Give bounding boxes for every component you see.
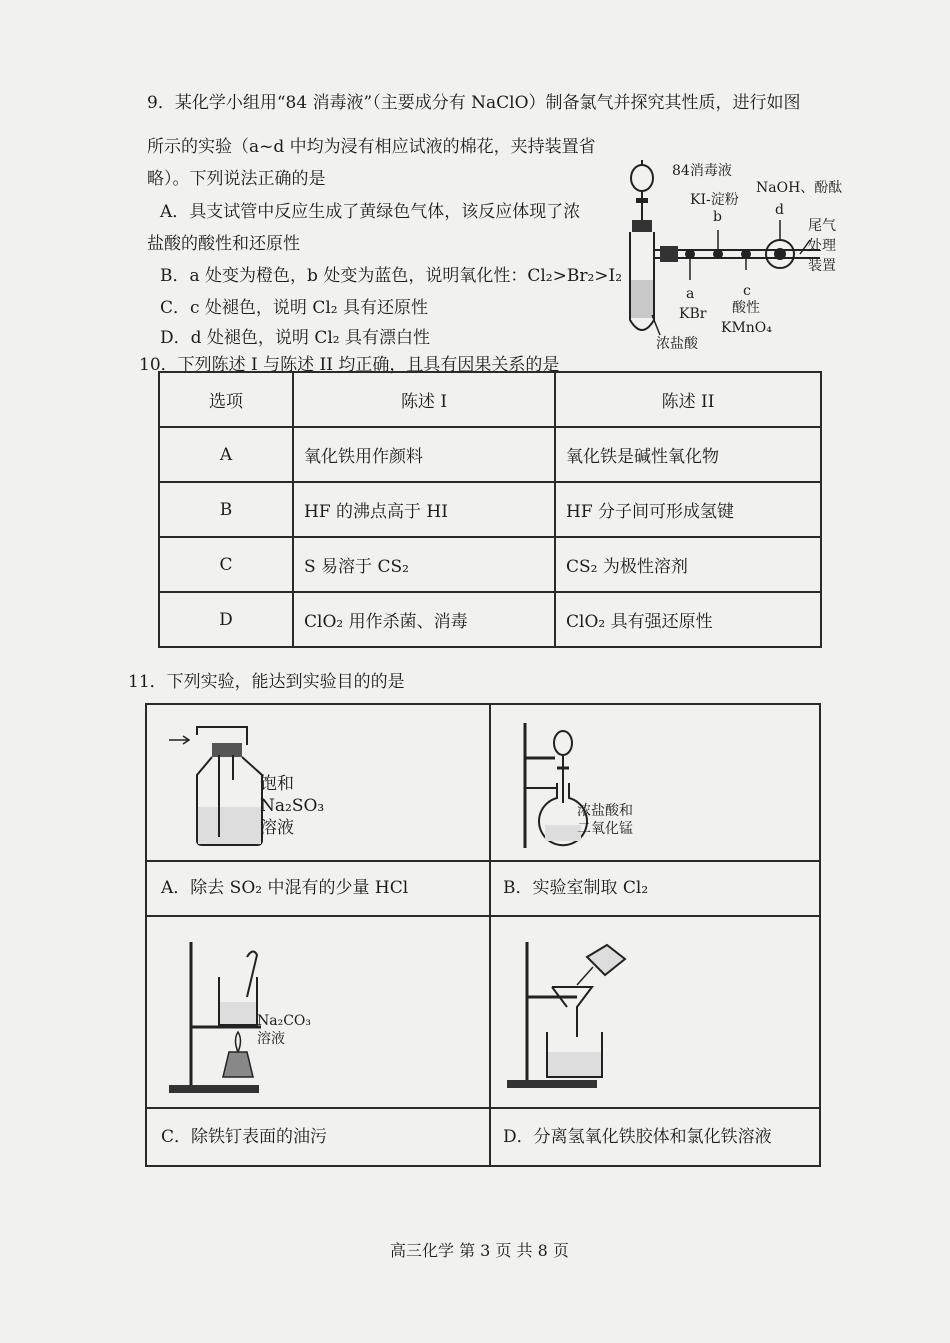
header-statement-1: 陈述 I	[293, 372, 555, 427]
row-a-statement-2: 氧化铁是碱性氧化物	[555, 427, 821, 482]
label-kbr: KBr	[679, 306, 707, 322]
cell-b-label: B．实验室制取 Cl₂	[503, 878, 649, 898]
row-d-statement-2: ClO₂ 具有强还原性	[555, 592, 821, 647]
label-c: c	[743, 283, 751, 299]
q9-option-a-line1: A．具支试管中反应生成了黄绿色气体，该反应体现了浓	[160, 202, 581, 222]
label-tail-gas-3: 装置	[808, 258, 836, 274]
label-d: d	[775, 202, 784, 218]
label-84-solution: 84消毒液	[672, 163, 732, 179]
label-naoh-phenolphthalein: NaOH、酚酞	[756, 180, 843, 196]
row-b-statement-1: HF 的沸点高于 HI	[293, 482, 555, 537]
row-d-option: D	[159, 592, 293, 647]
cell-a-label: A．除去 SO₂ 中混有的少量 HCl	[161, 878, 409, 898]
q11-options-grid	[145, 703, 821, 1167]
table-row	[159, 482, 821, 537]
row-c-statement-2: CS₂ 为极性溶剂	[555, 537, 821, 592]
grid-divider	[147, 1107, 819, 1109]
table-row	[159, 427, 821, 482]
row-a-statement-1: 氧化铁用作颜料	[293, 427, 555, 482]
q9-stem-line2: 所示的实验（a~d 中均为浸有相应试液的棉花，夹持装置省	[147, 137, 596, 157]
q11-stem: 11．下列实验，能达到实验目的的是	[128, 672, 405, 692]
cell-a-fig-label-2: Na₂SO₃	[260, 796, 325, 816]
grid-divider	[147, 915, 819, 917]
label-acidic: 酸性	[732, 300, 760, 316]
grid-divider-vertical	[489, 705, 491, 1165]
cell-c-fig-label-1: Na₂CO₃	[257, 1013, 312, 1029]
header-option: 选项	[159, 372, 293, 427]
cell-d-label: D．分离氢氧化铁胶体和氯化铁溶液	[503, 1127, 772, 1147]
cell-b-fig-label-2: 二氧化锰	[577, 821, 633, 837]
q9-stem-line1: 9．某化学小组用“84 消毒液”（主要成分有 NaClO）制备氯气并探究其性质，进行如图	[147, 93, 801, 113]
row-b-option: B	[159, 482, 293, 537]
q9-option-c: C．c 处褪色，说明 Cl₂ 具有还原性	[160, 298, 428, 318]
grid-divider	[147, 860, 819, 862]
table-row	[159, 592, 821, 647]
q9-stem-line3: 略）。下列说法正确的是	[147, 169, 326, 189]
label-b: b	[713, 209, 722, 225]
label-a: a	[686, 286, 695, 302]
row-c-statement-1: S 易溶于 CS₂	[293, 537, 555, 592]
label-tail-gas-2: 处理	[808, 238, 836, 254]
q9-option-d: D．d 处褪色，说明 Cl₂ 具有漂白性	[160, 328, 430, 348]
q9-option-b: B．a 处变为橙色，b 处变为蓝色，说明氧化性：Cl₂>Br₂>I₂	[160, 266, 623, 286]
cell-b-fig-label-1: 浓盐酸和	[577, 803, 633, 819]
filtration-diagram	[507, 937, 637, 1097]
table-header-row	[159, 372, 821, 427]
q10-stem: 10．下列陈述 I 与陈述 II 均正确，且具有因果关系的是	[139, 355, 560, 375]
row-a-option: A	[159, 427, 293, 482]
q10-table	[158, 371, 822, 648]
label-kmno4: KMnO₄	[721, 320, 772, 336]
q9-option-a-line2: 盐酸的酸性和还原性	[147, 234, 300, 254]
cell-c-fig-label-2: 溶液	[257, 1031, 285, 1047]
cell-c-label: C．除铁钉表面的油污	[161, 1127, 328, 1147]
label-conc-hcl: 浓盐酸	[656, 336, 698, 352]
row-d-statement-1: ClO₂ 用作杀菌、消毒	[293, 592, 555, 647]
cell-a-fig-label-3: 溶液	[260, 818, 294, 838]
header-statement-2: 陈述 II	[555, 372, 821, 427]
row-c-option: C	[159, 537, 293, 592]
page-footer: 高三化学 第 3 页 共 8 页	[390, 1241, 569, 1260]
row-b-statement-2: HF 分子间可形成氢键	[555, 482, 821, 537]
cell-a-fig-label-1: 饱和	[260, 774, 294, 794]
table-row	[159, 537, 821, 592]
label-ki-starch: KI-淀粉	[690, 192, 739, 208]
label-tail-gas-1: 尾气	[808, 218, 836, 234]
